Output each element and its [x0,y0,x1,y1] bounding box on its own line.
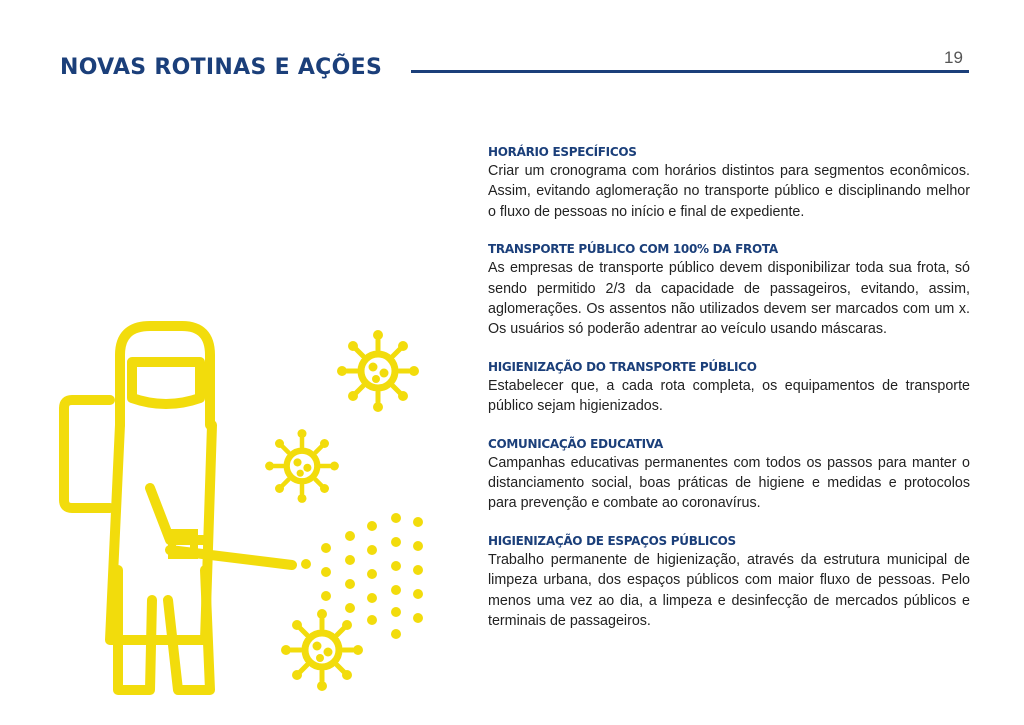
page-number: 19 [944,48,963,67]
section-heading: HIGIENIZAÇÃO DO TRANSPORTE PÚBLICO [488,359,757,374]
section-transporte-frota [488,240,970,340]
worker-spraying-disinfectant-on-viruses-icon [55,300,455,710]
section-espacos-publicos [488,532,970,632]
section-heading: TRANSPORTE PÚBLICO COM 100% DA FROTA [488,242,778,257]
section-body: As empresas de transporte público devem disponibilizar toda sua frota, só sendo permitido 2/3 da capacidade de passageiros, evitando, assim, aglomerações. Os assentos não utilizados devem ser marcados com um x. Os usuários só poderão adentrar ao veículo usando máscaras. [488,260,970,338]
section-higienizacao-transporte [488,358,970,417]
section-heading: HORÁRIO ESPECÍFICOS [488,145,637,159]
section-body: Criar um cronograma com horários distintos para segmentos econômicos. Assim, evitando aglomeração no transporte público e disciplinando melhor o fluxo de pessoas no início e final de expediente. [488,163,970,220]
section-body: Campanhas educativas permanentes com todos os passos para manter o distanciamento social, boas práticas de higiene e medidas e protocolos para prevenção e combate ao coronavírus. [488,454,970,512]
section-body: Estabelecer que, a cada rota completa, os equipamentos de transporte público sejam higienizados. [488,377,970,415]
page-title: NOVAS ROTINAS E AÇÕES [60,55,383,80]
section-body: Trabalho permanente de higienização, através da estrutura municipal de limpeza urbana, dos espaços públicos com maior fluxo de pessoas. Pelo menos uma vez ao dia, a limpeza e desinfecção de mercados públicos e terminais de passageiros. [488,551,970,630]
section-comunicacao [488,435,970,514]
title-divider [411,70,969,73]
section-heading: COMUNICAÇÃO EDUCATIVA [488,436,663,451]
section-heading: HIGIENIZAÇÃO DE ESPAÇOS PÚBLICOS [488,533,736,548]
content-column [488,143,970,650]
section-horarios [488,143,970,222]
